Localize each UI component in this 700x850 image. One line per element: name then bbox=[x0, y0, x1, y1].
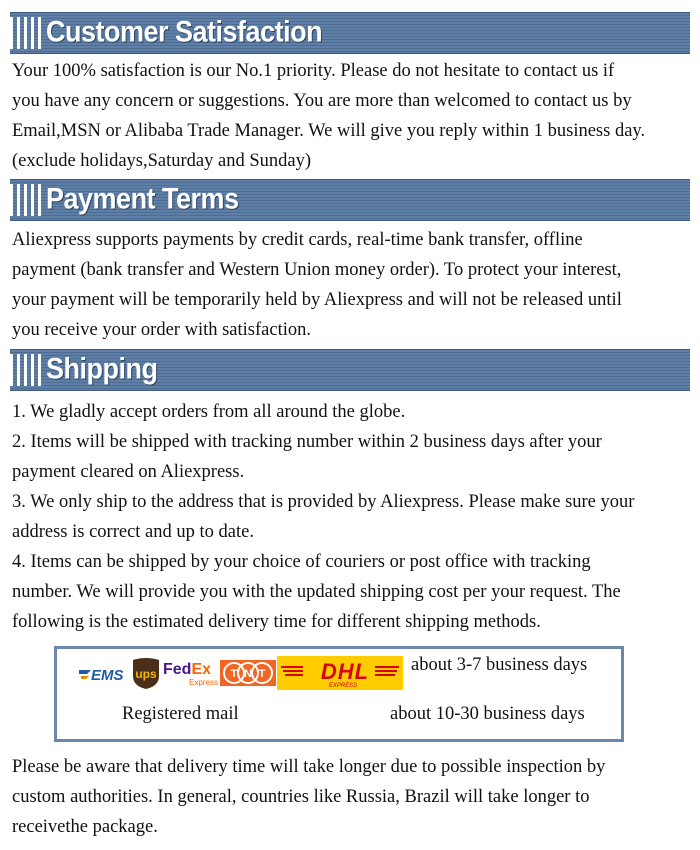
section-title: Payment Terms bbox=[46, 182, 239, 215]
text-line: Please be aware that delivery time will take longer due to possible inspection by bbox=[12, 757, 606, 777]
text-line: Email,MSN or Alibaba Trade Manager. We will give you reply within 1 business day. bbox=[12, 121, 646, 141]
express-delivery-time: about 3-7 business days bbox=[411, 655, 588, 675]
section-title: Customer Satisfaction bbox=[46, 15, 323, 48]
header-stripes-decoration bbox=[10, 17, 44, 49]
dhl-logo-icon bbox=[277, 656, 403, 690]
svg-text:T: T bbox=[258, 668, 266, 680]
text-line: 2. Items will be shipped with tracking number within 2 business days after your bbox=[12, 432, 602, 452]
text-line: you receive your order with satisfaction. bbox=[12, 320, 311, 340]
payment-terms-header bbox=[10, 179, 690, 221]
text-line: payment cleared on Aliexpress. bbox=[12, 462, 245, 482]
ups-logo-icon bbox=[131, 656, 161, 690]
dhl-logo-text: DHL bbox=[320, 659, 370, 684]
svg-text:FedEx: FedEx bbox=[163, 661, 212, 678]
text-line: 4. Items can be shipped by your choice of couriers or post office with tracking bbox=[12, 552, 591, 572]
text-line: custom authorities. In general, countries like Russia, Brazil will take longer to bbox=[12, 787, 590, 807]
customer-satisfaction-header bbox=[10, 12, 690, 54]
header-stripes-decoration bbox=[10, 184, 44, 216]
text-line: payment (bank transfer and Western Union money order). To protect your interest, bbox=[12, 260, 622, 280]
text-line: following is the estimated delivery time for different shipping methods. bbox=[12, 612, 541, 632]
shipping-header bbox=[10, 349, 690, 391]
text-line: 3. We only ship to the address that is provided by Aliexpress. Please make sure your bbox=[12, 492, 635, 512]
text-line: (exclude holidays,Saturday and Sunday) bbox=[12, 151, 312, 171]
text-line: Your 100% satisfaction is our No.1 priority. Please do not hesitate to contact us if bbox=[12, 61, 615, 81]
svg-text:T: T bbox=[230, 668, 238, 680]
text-line: receivethe package. bbox=[12, 817, 158, 837]
text-line: number. We will provide you with the updated shipping cost per your request. The bbox=[12, 582, 621, 602]
customer-satisfaction-text bbox=[12, 56, 694, 176]
tnt-logo-icon bbox=[219, 656, 277, 690]
shipping-text bbox=[12, 397, 694, 637]
fedex-express-text: Express bbox=[189, 678, 218, 687]
delivery-notice-text bbox=[12, 752, 694, 842]
fedex-logo-icon bbox=[163, 656, 219, 690]
registered-mail-label: Registered mail bbox=[122, 704, 239, 724]
text-line: 1. We gladly accept orders from all around the globe. bbox=[12, 402, 406, 422]
dhl-express-text: EXPRESS bbox=[328, 683, 358, 689]
shipping-methods-table bbox=[54, 646, 624, 742]
header-stripes-decoration bbox=[10, 354, 44, 386]
payment-terms-text bbox=[12, 225, 694, 345]
section-title: Shipping bbox=[46, 352, 158, 385]
text-line: you have any concern or suggestions. You are more than welcomed to contact us by bbox=[12, 91, 632, 111]
ems-logo-icon bbox=[77, 656, 129, 690]
svg-text:N: N bbox=[244, 668, 252, 680]
text-line: address is correct and up to date. bbox=[12, 522, 254, 542]
ems-logo-text: EMS bbox=[91, 667, 124, 684]
text-line: Aliexpress supports payments by credit cards, real-time bank transfer, offline bbox=[12, 230, 583, 250]
ups-logo-text: ups bbox=[135, 667, 157, 681]
text-line: your payment will be temporarily held by Aliexpress and will not be released until bbox=[12, 290, 622, 310]
registered-mail-time: about 10-30 business days bbox=[390, 704, 585, 724]
